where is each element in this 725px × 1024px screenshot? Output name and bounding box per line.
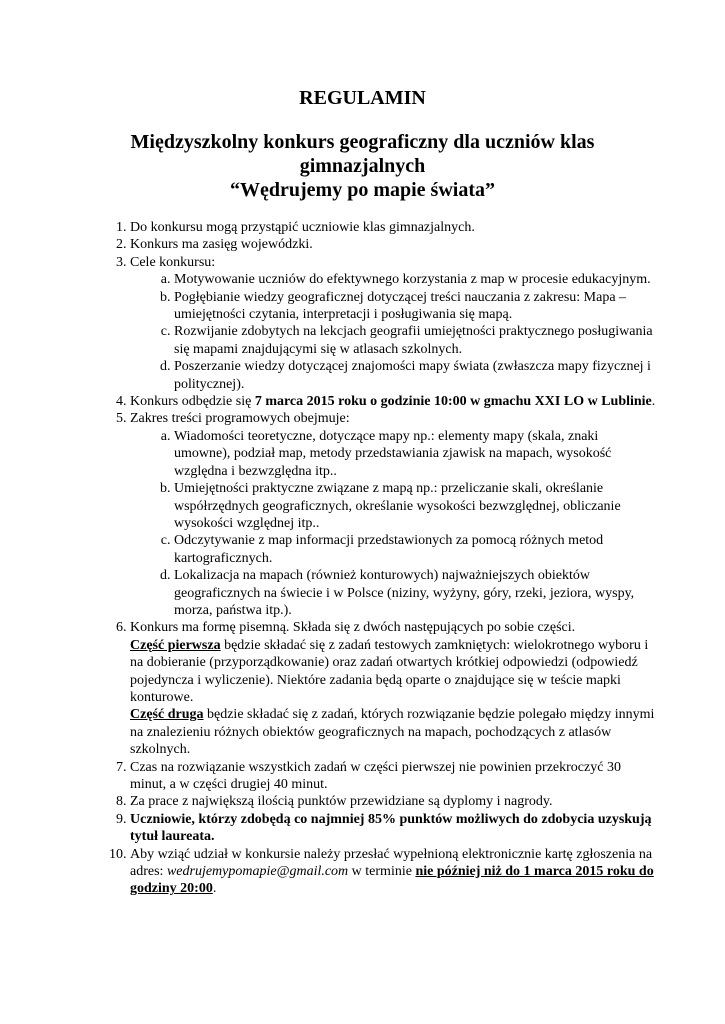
rule-2: [130, 236, 656, 253]
rule-8: [130, 793, 656, 810]
rule-2-text: Konkurs ma zasięg wojewódzki.: [130, 237, 313, 253]
rule-3a: a. Motywowanie uczniów do efektywnego korzystania z map w procesie edukacyjnym.: [174, 271, 656, 288]
rule-7: [130, 759, 656, 794]
rule-10: [130, 846, 656, 898]
rule-10-mid: w terminie: [348, 864, 416, 880]
rule-6-part2-label: Część druga: [130, 707, 204, 723]
rule-10-pre: Aby wziąć udział w konkursie należy przesłać wypełnioną elektronicznie kartę zgłoszenia na adres:: [130, 846, 653, 880]
rule-6: [130, 619, 656, 758]
rule-5d: d. Lokalizacja na mapach (również konturowych) najważniejszych obiektów geograficznych na świecie i w Polsce (niziny, wyżyny, góry, rzeki, jeziora, wyspy, morza, państwa itp.).: [174, 567, 656, 619]
rule-4: [130, 393, 656, 410]
rule-3-sublist: [130, 271, 656, 393]
rule-5b: b. Umiejętności praktyczne związane z mapą np.: przeliczanie skali, określanie współrzędnych geograficznych, określanie wysokości bezwzględnej, obliczanie wysokości względnej itp..: [174, 480, 656, 532]
rule-5-sublist: [130, 428, 656, 619]
document-subtitle: [95, 130, 630, 202]
rule-3c: c. Rozwijanie zdobytych na lekcjach geografii umiejętności praktycznego posługiwania się mapami znajdującymi się w atlasach szkolnych.: [174, 323, 656, 358]
subtitle-line-1: Międzyszkolny konkurs geograficzny dla uczniów klas gimnazjalnych: [130, 131, 595, 177]
rule-8-text: Za prace z największą ilością punktów przewidziane są dyplomy i nagrody.: [130, 794, 553, 810]
rule-3d: d. Poszerzanie wiedzy dotyczącej znajomości mapy świata (zwłaszcza mapy fizycznej i politycznej).: [174, 358, 656, 393]
rules-list: [96, 219, 656, 898]
rule-9: [130, 811, 656, 846]
rule-5c: c. Odczytywanie z map informacji przedstawionych za pomocą różnych metod kartograficznych.: [174, 532, 656, 567]
rule-4-post: .: [651, 394, 656, 410]
rule-6-part1-text: będzie składać się z zadań testowych zamkniętych: wielokrotnego wyboru i na dobieranie (przyporządkowanie) oraz zadań otwartych krótkiej odpowiedzi (odpowiedź pojedyncza i wyliczenie). Niektóre zadania będą oparte o znajdujące się w teście mapki konturowe.: [130, 637, 649, 705]
rule-10-deadline: nie później niż do 1 marca 2015 roku do godziny 20:00: [130, 864, 654, 897]
rule-1-text: Do konkursu mogą przystąpić uczniowie klas gimnazjalnych.: [130, 220, 475, 235]
rule-10-email: wedrujemypomapie@gmail.com: [166, 864, 349, 880]
rule-4-date-place: 7 marca 2015 roku o godzinie 10:00 w gmachu XXI LO w Lublinie: [254, 394, 652, 410]
rule-1: [130, 219, 656, 236]
rule-6-part2-text: będzie składać się z zadań, których rozwiązanie będzie polegało między innymi na znalezieniu różnych obiektów geograficznych na mapach, pochodzących z atlasów szkolnych.: [130, 707, 655, 758]
rule-3: [130, 254, 656, 393]
rule-3-text: Cele konkursu:: [130, 254, 216, 270]
rule-6-intro: Konkurs ma formę pisemną. Składa się z dwóch następujących po sobie części.: [130, 620, 576, 636]
rule-5: [130, 410, 656, 619]
rule-5a: a. Wiadomości teoretyczne, dotyczące mapy np.: elementy mapy (skala, znaki umowne), podział map, metody przedstawiania zjawisk na mapach, wysokość względna i bezwzględna itp..: [174, 428, 656, 480]
rule-5-text: Zakres treści programowych obejmuje:: [130, 411, 350, 427]
rule-6-part1-label: Część pierwsza: [130, 637, 221, 653]
rule-3b: b. Pogłębianie wiedzy geograficznej dotyczącej treści nauczania z zakresu: Mapa – umiejętności czytania, interpretacji i posługiwania się mapą.: [174, 289, 656, 324]
rule-9-text: Uczniowie, którzy zdobędą co najmniej 85% punktów możliwych do zdobycia uzyskują tytuł laureata.: [130, 811, 652, 845]
document-title: REGULAMIN: [299, 87, 426, 109]
rule-7-text: Czas na rozwiązanie wszystkich zadań w części pierwszej nie powinien przekroczyć 30 minut, a w części drugiej 40 minut.: [130, 759, 621, 792]
rule-4-pre: Konkurs odbędzie się: [130, 394, 255, 410]
rule-10-post: .: [212, 881, 217, 897]
subtitle-line-2: “Wędrujemy po mapie świata”: [230, 179, 495, 201]
rules-content: [96, 219, 656, 898]
